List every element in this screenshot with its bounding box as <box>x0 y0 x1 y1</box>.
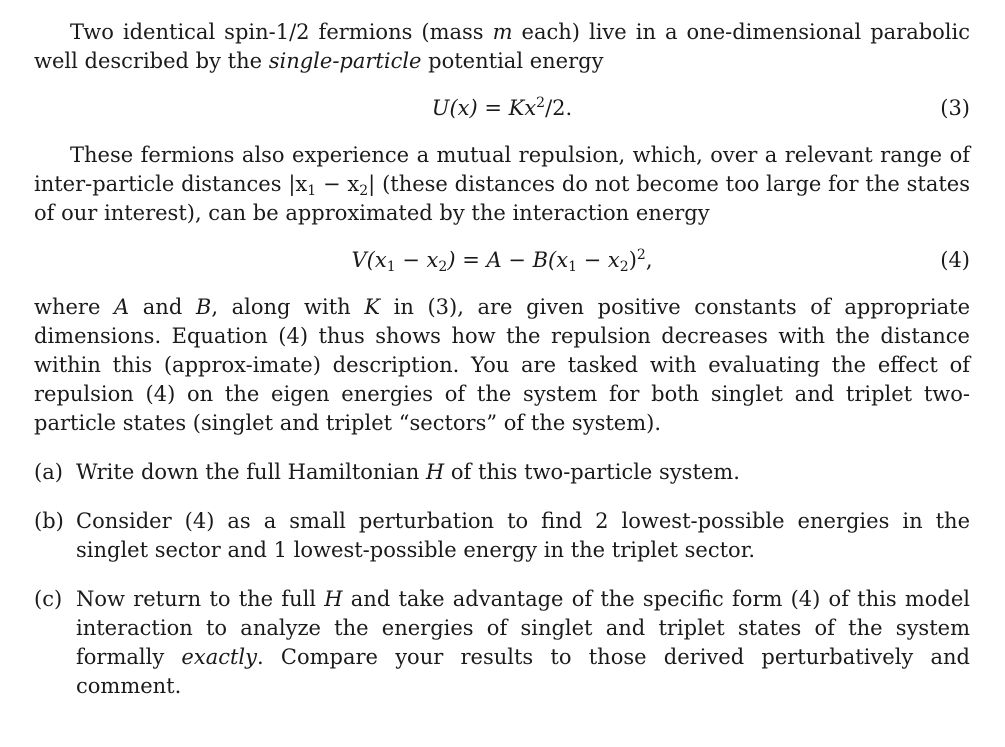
equation-3-formula: $U(x) = Kx^2/2$. <box>431 95 573 120</box>
mass-symbol: m <box>492 20 513 44</box>
constants-paragraph: where A and B, along with K in (3), are given positive constants of appropriate dimensions. Equation (4) thus shows how the repulsion decreases with the distance within this (approx-imate) description. You are tasked with evaluating the effect of repulsion (4) on the eigen energies of the system for both singlet and triplet two-particle states (singlet and triplet “sectors” of the system). <box>34 295 970 435</box>
task-item-c: (c) Now return to the full H and take advantage of the specific form (4) of this model interaction to analyze the energies of singlet and triplet states of the system formally exactly. Compare your results to those derived perturbatively and comment. <box>34 587 971 698</box>
task-item-b: (b) Consider (4) as a small perturbation to find 2 lowest-possible energies in the singlet sector and 1 lowest-possible energy in the triplet sector. <box>34 509 970 562</box>
task-label: (b) <box>34 509 64 533</box>
equation-4-number: (4) <box>940 248 970 272</box>
task-label: (a) <box>34 460 63 484</box>
intro-paragraph: Two identical spin-1/2 fermions (mass m each) live in a one-dimensional parabolic well described by the single-particle potential energy <box>34 20 970 73</box>
repulsion-paragraph: These fermions also experience a mutual repulsion, which, over a relevant range of inter-particle distances $|x_1 - x_2|$ (these distances do not become too large for the states of our interest), can be approximated by the interaction energy <box>34 143 970 225</box>
task-label: (c) <box>34 587 63 611</box>
equation-4 <box>34 246 970 275</box>
equation-4-formula: $V(x_1 - x_2) = A - B(x_1 - x_2)^2$, <box>351 247 653 275</box>
task-list <box>34 458 970 701</box>
emphasis-single-particle: single-particle <box>268 49 422 73</box>
equation-3-number: (3) <box>940 96 970 120</box>
problem-text <box>34 18 970 721</box>
task-item-a: (a) Write down the full Hamiltonian H of this two-particle system. <box>34 458 970 487</box>
equation-3 <box>34 94 970 123</box>
